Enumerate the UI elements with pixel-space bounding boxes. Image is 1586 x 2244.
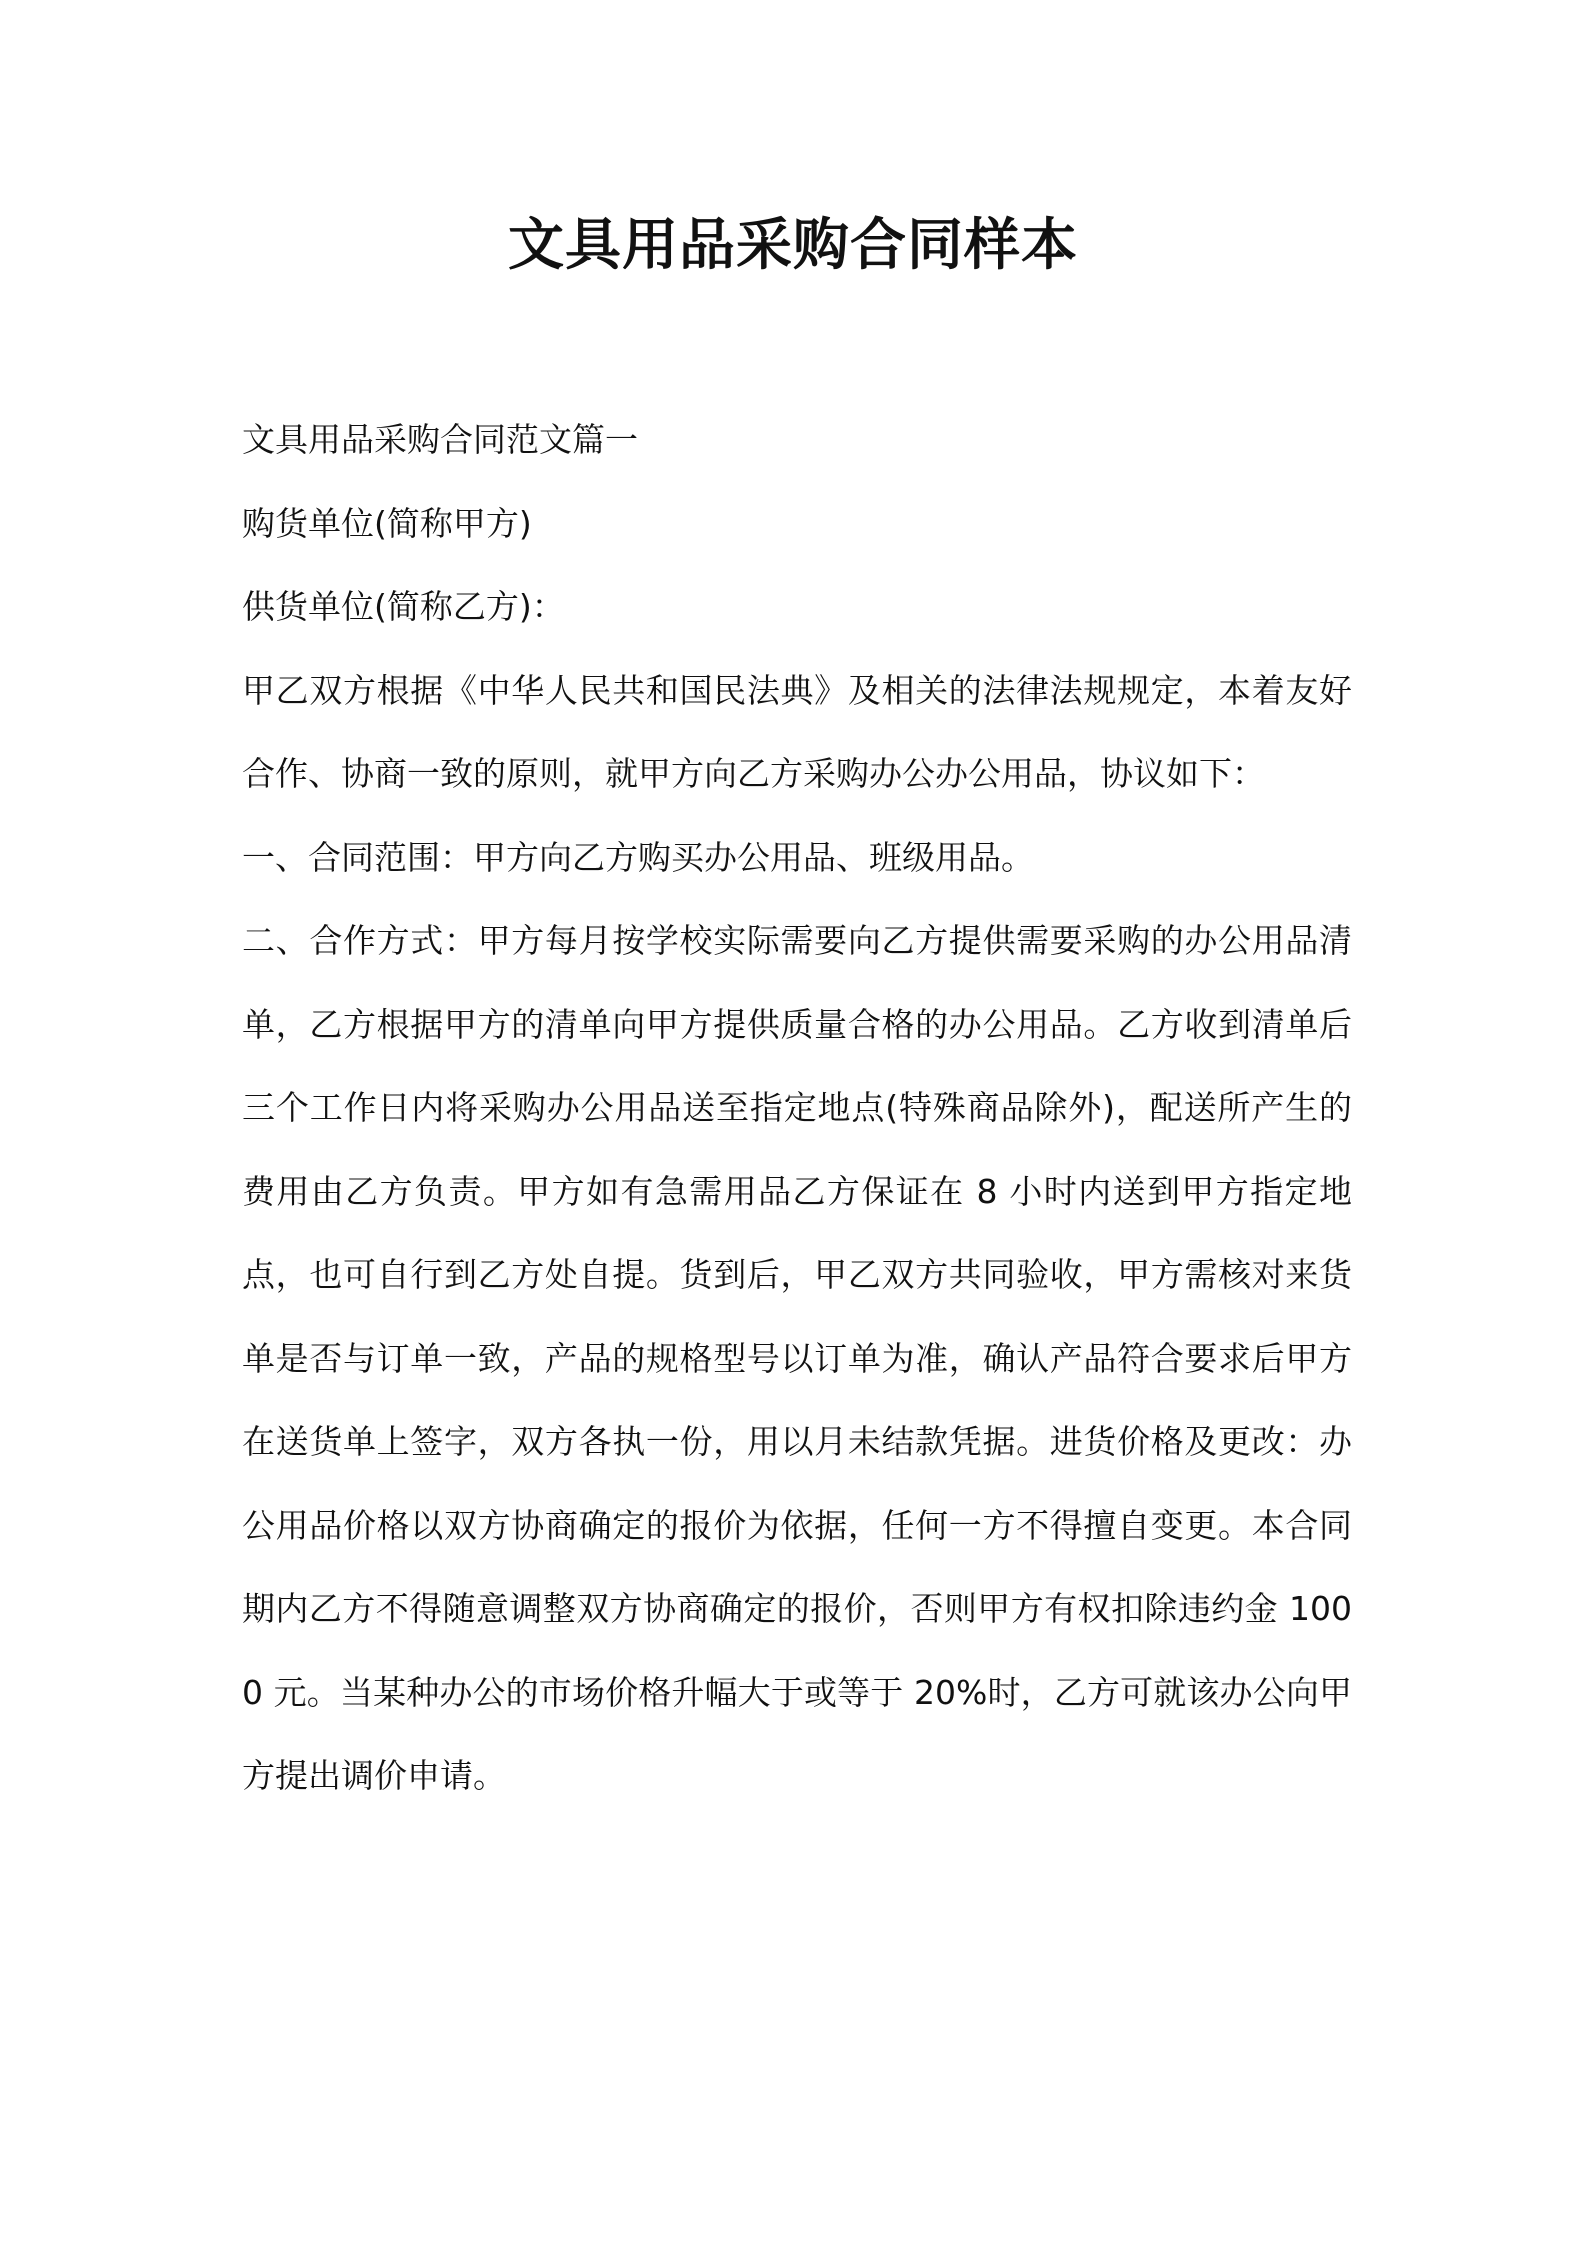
preamble-paragraph: 甲乙双方根据《中华人民共和国民法典》及相关的法律法规规定，本着友好合作、协商一致的原则，就甲方向乙方采购办公办公用品，协议如下： xyxy=(242,670,1352,793)
clause-scope: 一、合同范围：甲方向乙方购买办公用品、班级用品。 xyxy=(242,837,1034,877)
buyer-line: 购货单位(简称甲方) xyxy=(242,503,532,543)
section-heading: 文具用品采购合同范文篇一 xyxy=(242,420,638,459)
document-body xyxy=(242,398,1352,1818)
document-title: 文具用品采购合同样本 xyxy=(508,213,1078,278)
clause-cooperation: 二、合作方式：甲方每月按学校实际需要向乙方提供需要采购的办公用品清单，乙方根据甲方的清单向甲方提供质量合格的办公用品。乙方收到清单后三个工作日内将采购办公用品送至指定地点(特殊商品除外)，配送所产生的费用由乙方负责。甲方如有急需用品乙方保证在 8 小时内送到甲方指定地点，也可自行到乙方处自提。货到后，甲乙双方共同验收，甲方需核对来货单是否与订单一致，产品的规格型号以订单为准，确认产品符合要求后甲方在送货单上签字，双方各执一份，用以月未结款凭据。进货价格及更改：办公用品价格以双方协商确定的报价为依据，任何一方不得擅自变更。本合同期内乙方不得随意调整双方协商确定的报价，否则甲方有权扣除违约金 1000 元。当某种办公的市场价格升幅大于或等于 20%时，乙方可就该办公向甲方提出调价申请。 xyxy=(242,921,1352,1795)
supplier-line: 供货单位(简称乙方)： xyxy=(242,587,565,626)
